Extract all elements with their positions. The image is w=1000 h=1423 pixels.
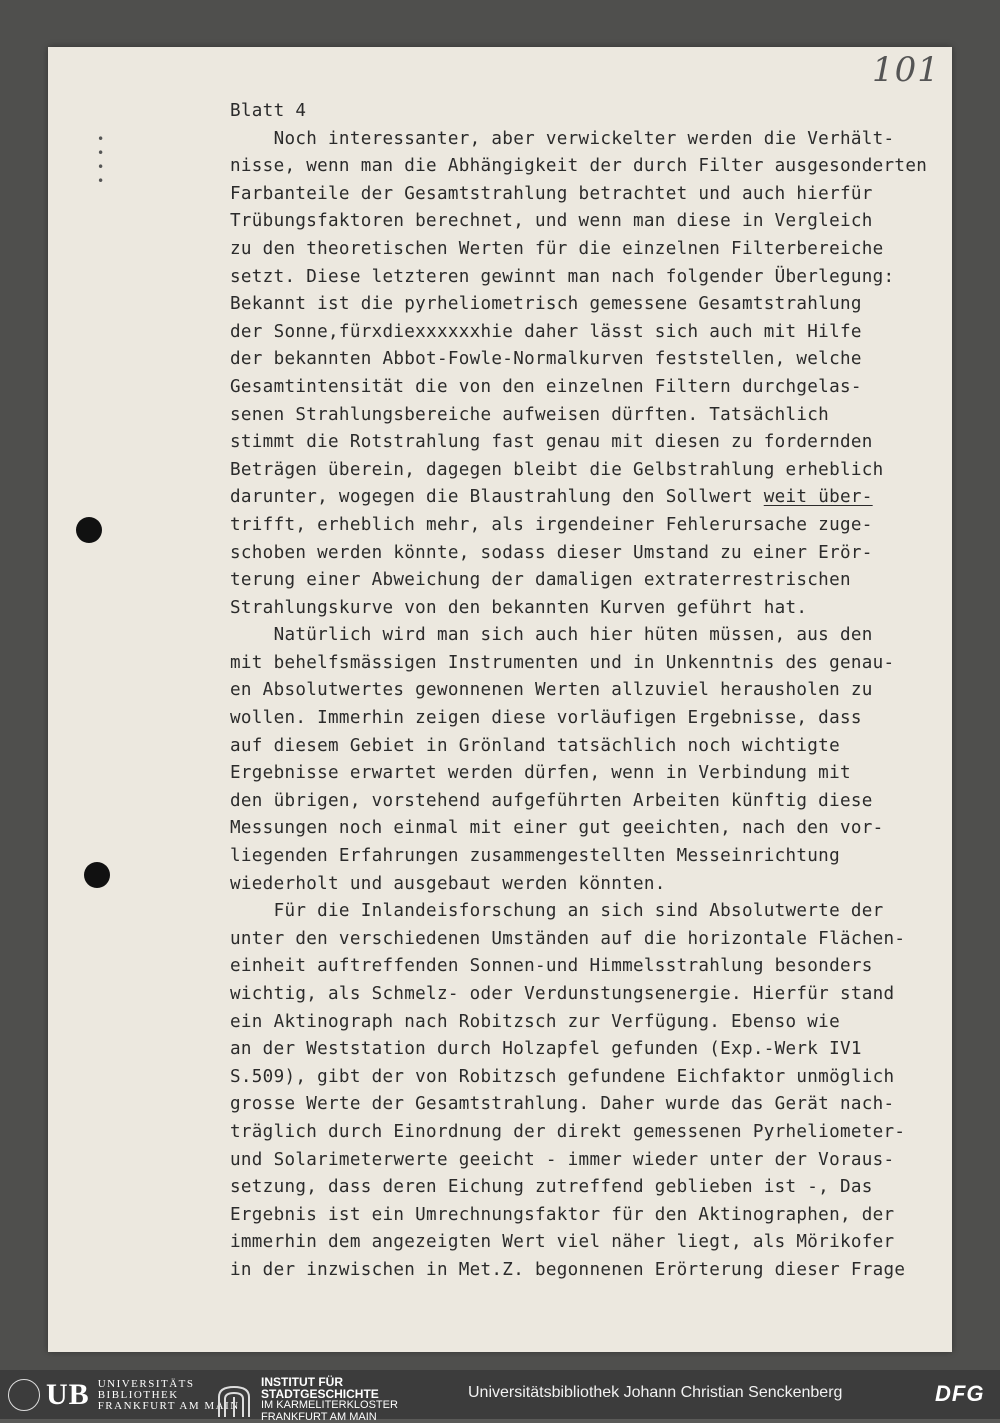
text-line: Bekannt ist die pyrheliometrisch gemessene Gesamtstrahlung xyxy=(230,291,950,319)
text-line: Messungen noch einmal mit einer gut geeichten, nach den vor- xyxy=(230,815,950,843)
text-line: in der inzwischen in Met.Z. begonnenen Erörterung dieser Frage xyxy=(230,1257,950,1285)
text-line: setzt. Diese letzteren gewinnt man nach folgender Überlegung: xyxy=(230,264,950,292)
text-line: wiederholt und ausgebaut werden könnten. xyxy=(230,871,950,899)
footer-bar xyxy=(0,1370,1000,1419)
text-line: Für die Inlandeisforschung an sich sind Absolutwerte der xyxy=(230,898,950,926)
text-line: Natürlich wird man sich auch hier hüten müssen, aus den xyxy=(230,622,950,650)
ub-logo[interactable] xyxy=(8,1378,240,1412)
text-line: grosse Werte der Gesamtstrahlung. Daher wurde das Gerät nach- xyxy=(230,1091,950,1119)
ub-name-line: UNIVERSITÄTS xyxy=(98,1379,240,1390)
text-line-start: darunter, wogegen die Blaustrahlung den Sollwert xyxy=(230,487,764,507)
text-line: wichtig, als Schmelz- oder Verdunstungsenergie. Hierfür stand xyxy=(230,981,950,1009)
text-line: schoben werden könnte, sodass dieser Umstand zu einer Erör- xyxy=(230,540,950,568)
text-line: liegenden Erfahrungen zusammengestellten Messeinrichtung xyxy=(230,843,950,871)
text-line: den übrigen, vorstehend aufgeführten Arbeiten künftig diese xyxy=(230,788,950,816)
margin-ticks: • • • • xyxy=(97,132,104,188)
text-line: Ergebnisse erwartet werden dürfen, wenn in Verbindung mit xyxy=(230,760,950,788)
text-line: Gesamtintensität die von den einzelnen Filtern durchgelas- xyxy=(230,374,950,402)
isg-name-line: FRANKFURT AM MAIN xyxy=(261,1412,398,1423)
text-line: trifft, erheblich mehr, als irgendeiner Fehlerursache zuge- xyxy=(230,512,950,540)
isg-name-line: STADTGESCHICHTE xyxy=(261,1389,398,1401)
text-line: einheit auftreffenden Sonnen-und Himmelsstrahlung besonders xyxy=(230,953,950,981)
body-text xyxy=(230,98,950,1285)
text-line: zu den theoretischen Werten für die einzelnen Filterbereiche xyxy=(230,236,950,264)
sheet-heading: Blatt 4 xyxy=(230,98,950,126)
text-line: stimmt die Rotstrahlung fast genau mit diesen zu fordernden xyxy=(230,429,950,457)
text-line: wollen. Immerhin zeigen diese vorläufigen Ergebnisse, dass xyxy=(230,705,950,733)
text-line: senen Strahlungsbereiche aufweisen dürften. Tatsächlich xyxy=(230,402,950,430)
text-line: Farbanteile der Gesamtstrahlung betrachtet und auch hierfür xyxy=(230,181,950,209)
isg-name xyxy=(261,1377,398,1423)
text-line: setzung, dass deren Eichung zutreffend geblieben ist -, Das xyxy=(230,1174,950,1202)
text-line: Ergebnis ist ein Umrechnungsfaktor für den Aktinographen, der xyxy=(230,1202,950,1230)
text-line: immerhin dem angezeigten Wert viel näher liegt, als Mörikofer xyxy=(230,1229,950,1257)
library-title: Universitätsbibliothek Johann Christian Senckenberg xyxy=(468,1384,842,1402)
text-line: en Absolutwertes gewonnenen Werten allzuviel herausholen zu xyxy=(230,677,950,705)
text-line: nisse, wenn man die Abhängigkeit der durch Filter ausgesonderten xyxy=(230,153,950,181)
folio-number: 101 xyxy=(872,50,940,90)
isg-name-line: INSTITUT FÜR xyxy=(261,1377,398,1389)
text-line: der Sonne,fürxdiexxxxxxhie daher lässt sich auch mit Hilfe xyxy=(230,319,950,347)
text-line: ein Aktinograph nach Robitzsch zur Verfügung. Ebenso wie xyxy=(230,1009,950,1037)
underlined-phrase: weit über- xyxy=(764,487,873,507)
ub-mark: UB xyxy=(46,1378,90,1412)
text-line: unter den verschiedenen Umständen auf die horizontale Flächen- xyxy=(230,926,950,954)
text-line: träglich durch Einordnung der direkt gemessenen Pyrheliometer- xyxy=(230,1119,950,1147)
punch-hole-bottom xyxy=(84,862,110,888)
punch-hole-top xyxy=(76,517,102,543)
arch-icon xyxy=(215,1383,253,1417)
text-line: Strahlungskurve von den bekannten Kurven geführt hat. xyxy=(230,595,950,623)
isg-logo[interactable] xyxy=(215,1377,398,1423)
isg-name-line: IM KARMELITERKLOSTER xyxy=(261,1400,398,1412)
text-line: Noch interessanter, aber verwickelter werden die Verhält- xyxy=(230,126,950,154)
text-line-with-underline xyxy=(230,484,950,512)
ub-name-line: FRANKFURT AM MAIN xyxy=(98,1401,240,1412)
ub-name-line: BIBLIOTHEK xyxy=(98,1390,240,1401)
text-line: Trübungsfaktoren berechnet, und wenn man diese in Vergleich xyxy=(230,208,950,236)
text-line: und Solarimeterwerte geeicht - immer wieder unter der Voraus- xyxy=(230,1147,950,1175)
seal-icon xyxy=(8,1379,40,1411)
text-line: auf diesem Gebiet in Grönland tatsächlich noch wichtigte xyxy=(230,733,950,761)
text-line: mit behelfsmässigen Instrumenten und in Unkenntnis des genau- xyxy=(230,650,950,678)
dfg-logo[interactable]: DFG xyxy=(935,1381,984,1407)
text-line: Beträgen überein, dagegen bleibt die Gelbstrahlung erheblich xyxy=(230,457,950,485)
text-line: terung einer Abweichung der damaligen extraterrestrischen xyxy=(230,567,950,595)
text-line: S.509), gibt der von Robitzsch gefundene Eichfaktor unmöglich xyxy=(230,1064,950,1092)
text-line: an der Weststation durch Holzapfel gefunden (Exp.-Werk IV1 xyxy=(230,1036,950,1064)
text-line: der bekannten Abbot-Fowle-Normalkurven feststellen, welche xyxy=(230,346,950,374)
